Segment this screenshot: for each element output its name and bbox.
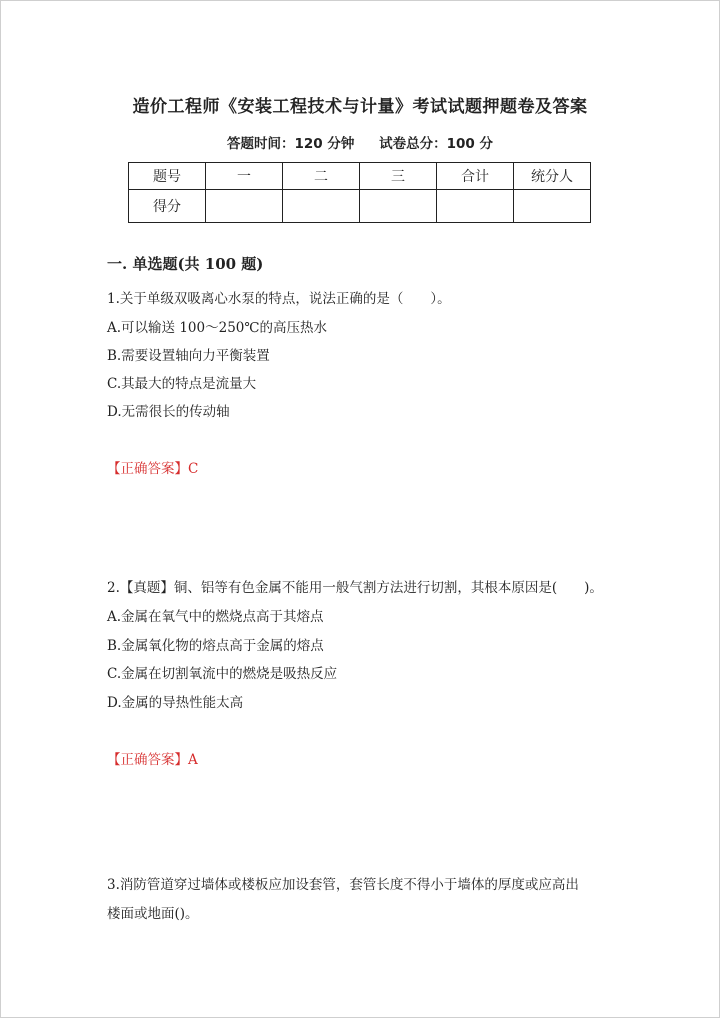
question-stem: 3.消防管道穿过墙体或楼板应加设套管，套管长度不得小于墙体的厚度或应高出 (107, 877, 579, 893)
score-header-cell: 一 (206, 163, 283, 190)
exam-time: 答题时间：120 分钟 (227, 136, 355, 152)
option-a: A.可以输送 100～250℃的高压热水 (107, 320, 327, 336)
score-header-cell: 二 (283, 163, 360, 190)
option-c: C.其最大的特点是流量大 (107, 376, 257, 392)
score-header-cell: 三 (360, 163, 437, 190)
exam-meta (0, 132, 720, 152)
option-d: D.金属的导热性能太高 (107, 695, 244, 711)
score-row-label: 得分 (129, 190, 206, 223)
score-table (128, 162, 591, 223)
option-b: B.需要设置轴向力平衡装置 (107, 348, 270, 364)
score-cell (437, 190, 514, 223)
score-header-cell: 题号 (129, 163, 206, 190)
score-header-cell: 合计 (437, 163, 514, 190)
correct-answer: 【正确答案】A (107, 752, 198, 768)
option-d: D.无需很长的传动轴 (107, 404, 230, 420)
option-a: A.金属在氧气中的燃烧点高于其熔点 (107, 609, 324, 625)
correct-answer: 【正确答案】C (107, 461, 199, 477)
score-cell (283, 190, 360, 223)
score-table-score-row (129, 190, 591, 223)
score-cell (514, 190, 591, 223)
section-title: 一. 单选题(共 100 题) (107, 255, 264, 273)
page-title: 造价工程师《安装工程技术与计量》考试试题押题卷及答案 (132, 97, 588, 117)
option-b: B.金属氧化物的熔点高于金属的熔点 (107, 638, 324, 654)
option-c: C.金属在切割氧流中的燃烧是吸热反应 (107, 666, 338, 682)
question-stem: 2.【真题】铜、铝等有色金属不能用一般气割方法进行切割，其根本原因是( )。 (107, 580, 603, 596)
score-header-cell: 统分人 (514, 163, 591, 190)
question-stem-continued: 楼面或地面()。 (107, 906, 199, 922)
exam-total-score: 试卷总分：100 分 (379, 136, 493, 152)
score-cell (360, 190, 437, 223)
score-cell (206, 190, 283, 223)
question-stem: 1.关于单级双吸离心水泵的特点，说法正确的是（ ）。 (107, 291, 451, 307)
score-table-header-row (129, 163, 591, 190)
